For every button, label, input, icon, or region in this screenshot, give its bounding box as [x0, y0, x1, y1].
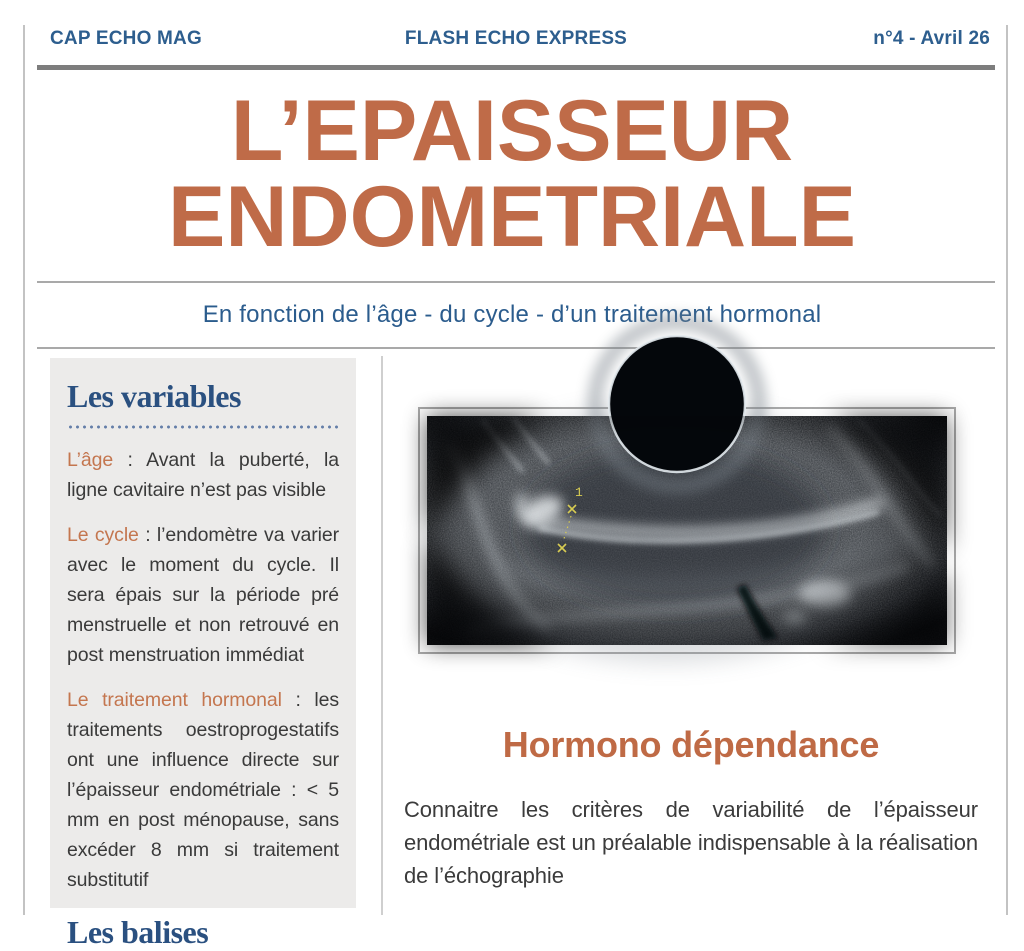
- caliper-label: 1: [575, 485, 583, 500]
- sidebar-lead-age: L’âge: [67, 449, 114, 471]
- subtitle-rule-bottom: [37, 347, 995, 349]
- masthead-rule: [37, 65, 995, 70]
- page-title-line2: ENDOMETRIALE: [168, 169, 856, 265]
- sidebar-paragraph-age: [67, 445, 339, 505]
- sidebar-lead-cycle: Le cycle: [67, 524, 139, 546]
- sidebar-lead-hormonal: Le traitement hormonal: [67, 689, 282, 711]
- sidebar-paragraph-cycle: [67, 520, 339, 670]
- masthead-section-name: FLASH ECHO EXPRESS: [404, 28, 628, 49]
- page-title-line1: L’EPAISSEUR: [230, 83, 794, 179]
- sidebar-text-age: : Avant la puberté, la ligne cavitaire n’est pas visible: [67, 449, 339, 501]
- ultrasound-figure-frame: [418, 407, 956, 654]
- sidebar-text-cycle: : l’endomètre va varier avec le moment du cycle. Il sera épais sur la période pré menstruelle et non retrouvé en post menstruation immédiat: [67, 524, 339, 666]
- sidebar: [50, 358, 356, 950]
- masthead-magazine-name: CAP ECHO MAG: [50, 28, 202, 49]
- page-subtitle: En fonction de l’âge - du cycle - d’un traitement hormonal: [202, 301, 822, 328]
- section-paragraph: Connaitre les critères de variabilité de l’épaisseur endométriale est un préalable indispensable à la réalisation de l’échographie: [404, 797, 978, 888]
- masthead-issue-number: n°4 - Avril 26: [873, 28, 990, 49]
- section-heading: Hormono dépendance: [502, 724, 880, 765]
- column-divider: [381, 356, 383, 915]
- subtitle-rule-top: [37, 281, 995, 283]
- page-title: [0, 83, 1024, 265]
- sidebar-paragraph-hormonal: [67, 685, 339, 895]
- sidebar-heading-variables: Les variables: [67, 378, 241, 414]
- sidebar-heading-balises: Les balises: [67, 914, 209, 950]
- sidebar-text-hormonal: : les traitements oestroprogestatifs ont une influence directe sur l’épaisseur endométriale : < 5 mm en post ménopause, sans excéder 8 mm si traitement substitutif: [67, 689, 339, 891]
- dotted-divider: [67, 424, 339, 430]
- ultrasound-image: [427, 416, 947, 645]
